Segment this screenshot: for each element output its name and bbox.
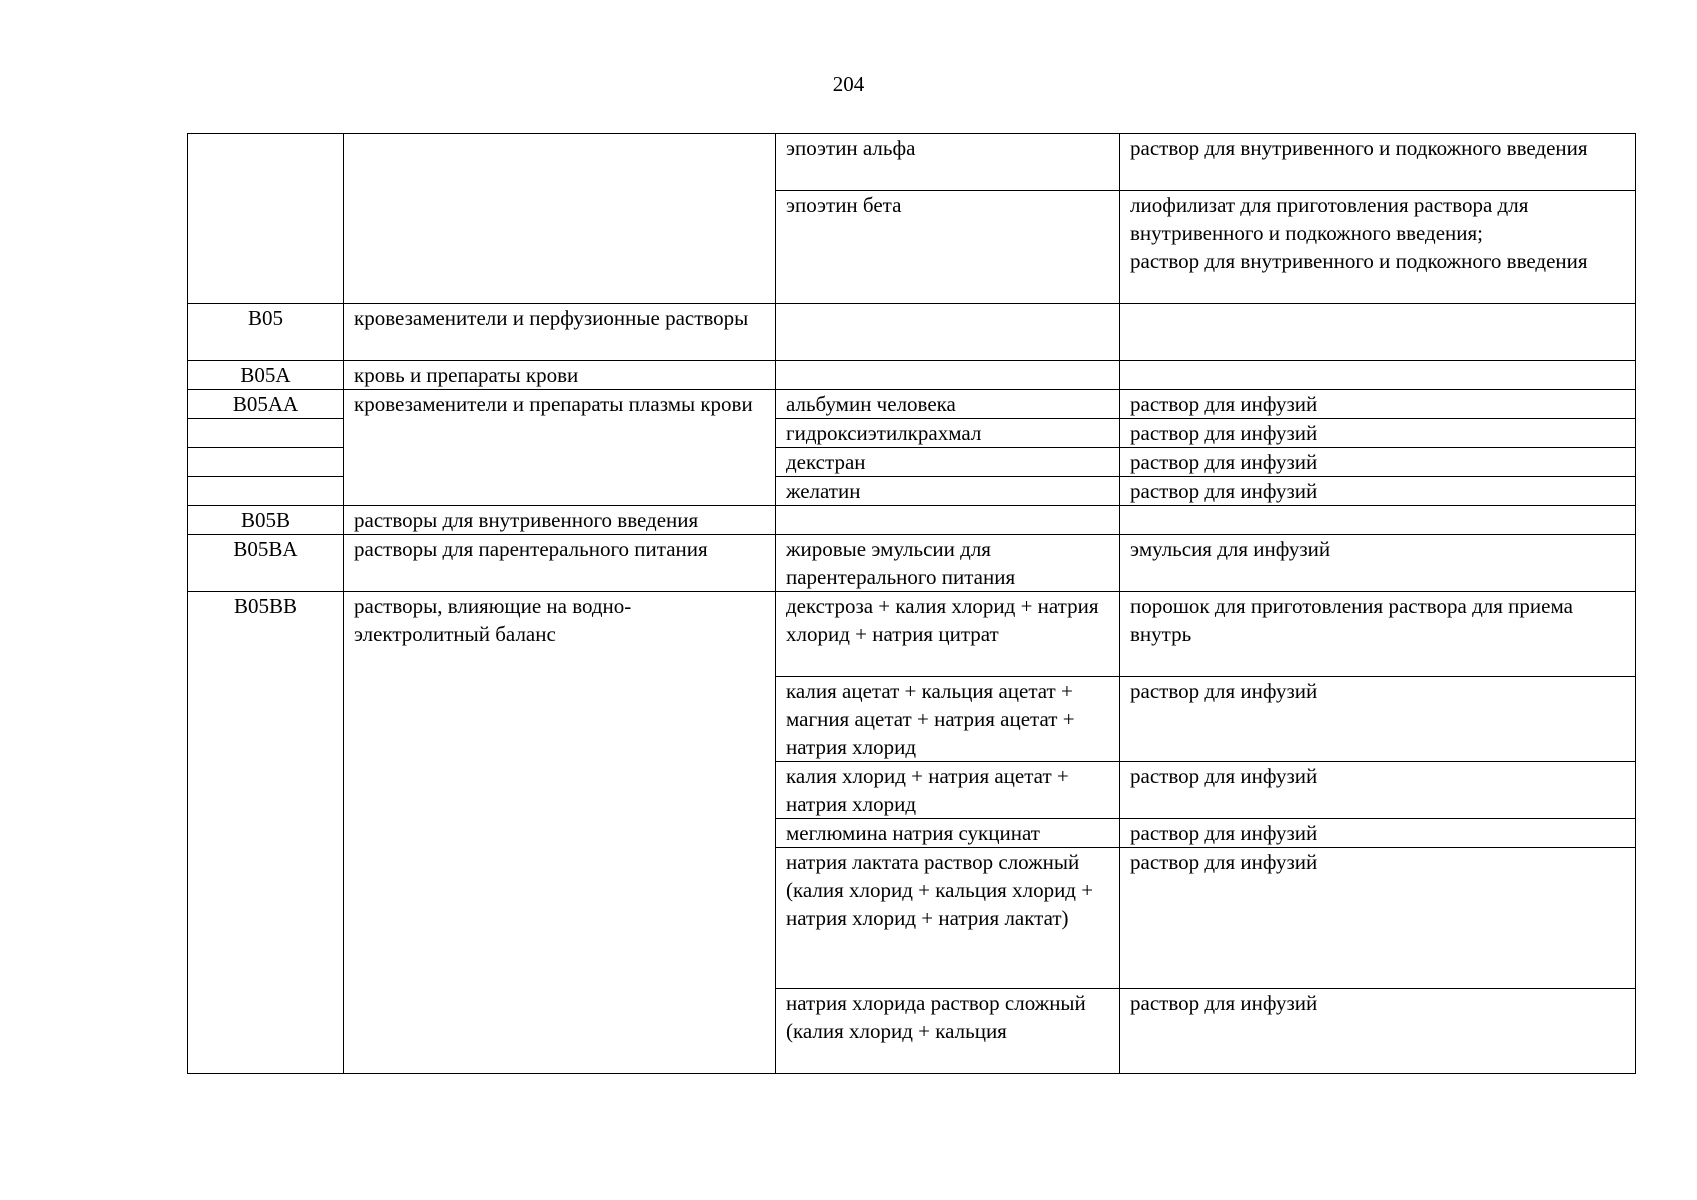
dosage-form-cell: раствор для инфузий <box>1120 448 1636 477</box>
drug-name-cell: жировые эмульсии для парентерального питания <box>776 535 1120 592</box>
table-row <box>188 134 1636 191</box>
dosage-form-cell: раствор для инфузий <box>1120 677 1636 762</box>
dosage-form-cell <box>1120 506 1636 535</box>
drug-name-cell: меглюмина натрия сукцинат <box>776 819 1120 848</box>
drug-name-cell: эпоэтин бета <box>776 191 1120 304</box>
drug-table <box>187 133 1636 1074</box>
drug-name-cell: гидроксиэтилкрахмал <box>776 419 1120 448</box>
group-name-cell: растворы для внутривенного введения <box>344 506 776 535</box>
drug-name-cell: декстроза + калия хлорид + натрия хлорид + натрия цитрат <box>776 592 1120 677</box>
dosage-form-cell: порошок для приготовления раствора для приема внутрь <box>1120 592 1636 677</box>
drug-name-cell <box>776 506 1120 535</box>
drug-name-cell: декстран <box>776 448 1120 477</box>
dosage-form-cell: лиофилизат для приготовления раствора для внутривенного и подкожного введения; раствор для внутривенного и подкожного введения <box>1120 191 1636 304</box>
group-name-cell: кровезаменители и перфузионные растворы <box>344 304 776 361</box>
drug-name-cell: натрия хлорида раствор сложный (калия хлорид + кальция <box>776 989 1120 1074</box>
atc-code-cell: B05B <box>188 506 344 535</box>
atc-code-cell <box>188 134 344 304</box>
drug-name-cell: калия хлорид + натрия ацетат + натрия хлорид <box>776 762 1120 819</box>
group-name-cell: растворы для парентерального питания <box>344 535 776 592</box>
atc-code-cell: B05AA <box>188 390 344 419</box>
atc-code-cell: B05BB <box>188 592 344 1074</box>
group-name-cell <box>344 134 776 304</box>
atc-code-cell: B05 <box>188 304 344 361</box>
dosage-form-cell: раствор для инфузий <box>1120 989 1636 1074</box>
table-row <box>188 304 1636 361</box>
table-row <box>188 361 1636 390</box>
drug-name-cell: альбумин человека <box>776 390 1120 419</box>
drug-name-cell: желатин <box>776 477 1120 506</box>
group-name-cell: кровезаменители и препараты плазмы крови <box>344 390 776 506</box>
table-row <box>188 506 1636 535</box>
dosage-form-cell: раствор для инфузий <box>1120 419 1636 448</box>
atc-code-cell: B05BA <box>188 535 344 592</box>
drug-name-cell <box>776 361 1120 390</box>
drug-name-cell: калия ацетат + кальция ацетат + магния ацетат + натрия ацетат + натрия хлорид <box>776 677 1120 762</box>
dosage-form-cell: раствор для внутривенного и подкожного введения <box>1120 134 1636 191</box>
table-row <box>188 592 1636 677</box>
dosage-form-cell: раствор для инфузий <box>1120 819 1636 848</box>
page-number: 204 <box>832 72 865 96</box>
dosage-form-cell <box>1120 304 1636 361</box>
drug-name-cell: эпоэтин альфа <box>776 134 1120 191</box>
table-row <box>188 535 1636 592</box>
table-row <box>188 390 1636 419</box>
group-name-cell: растворы, влияющие на водно-электролитный баланс <box>344 592 776 1074</box>
dosage-form-cell <box>1120 361 1636 390</box>
dosage-form-cell: эмульсия для инфузий <box>1120 535 1636 592</box>
atc-code-cell: B05A <box>188 361 344 390</box>
atc-code-cell <box>188 448 344 477</box>
atc-code-cell <box>188 419 344 448</box>
dosage-form-cell: раствор для инфузий <box>1120 762 1636 819</box>
dosage-form-cell: раствор для инфузий <box>1120 848 1636 989</box>
group-name-cell: кровь и препараты крови <box>344 361 776 390</box>
drug-name-cell: натрия лактата раствор сложный (калия хлорид + кальция хлорид + натрия хлорид + натрия лактат) <box>776 848 1120 989</box>
drug-name-cell <box>776 304 1120 361</box>
dosage-form-cell: раствор для инфузий <box>1120 477 1636 506</box>
atc-code-cell <box>188 477 344 506</box>
dosage-form-cell: раствор для инфузий <box>1120 390 1636 419</box>
